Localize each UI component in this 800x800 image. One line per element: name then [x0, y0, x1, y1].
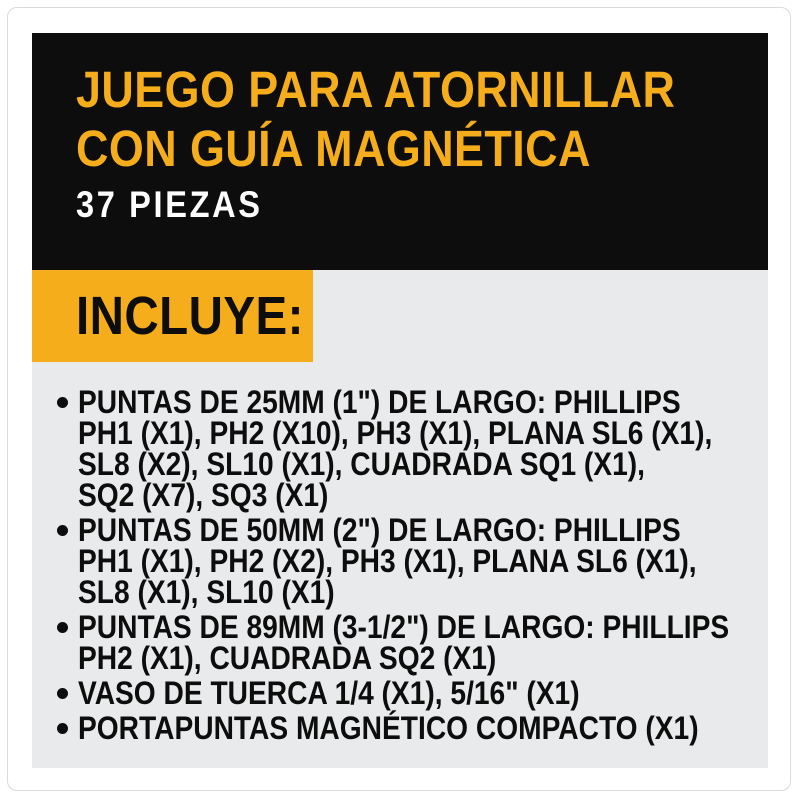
- list-item-text: SL8 (X1), SL10 (X1): [78, 574, 335, 610]
- list-item-text: PH1 (X1), PH2 (X2), PH3 (X1), PLANA SL6 (X1),: [78, 543, 697, 579]
- includes-list: [32, 362, 768, 744]
- list-item-line: [78, 675, 748, 711]
- product-info-panel: [32, 33, 768, 768]
- bullet-icon: [57, 723, 68, 734]
- list-item-text: PUNTAS DE 89MM (3-1/2") DE LARGO: PHILLIPS: [78, 609, 730, 645]
- list-item-bits-89mm: [78, 609, 748, 676]
- bullet-icon: [57, 688, 68, 699]
- list-item-line: [78, 477, 748, 513]
- list-item-text: PORTAPUNTAS MAGNÉTICO COMPACTO (X1): [78, 710, 699, 746]
- product-title-line1: JUEGO PARA ATORNILLAR: [76, 61, 676, 118]
- header-banner: [32, 33, 768, 270]
- list-item-bit-holder: [78, 710, 748, 746]
- includes-section: [32, 270, 768, 768]
- list-item-text: VASO DE TUERCA 1/4 (X1), 5/16" (X1): [78, 675, 580, 711]
- list-item-text: PH2 (X1), CUADRADA SQ2 (X1): [78, 640, 497, 676]
- list-item-line: [78, 609, 748, 645]
- list-item-line: [78, 574, 748, 610]
- list-item-line: [78, 640, 748, 676]
- list-item-bits-25mm: [78, 384, 748, 513]
- list-item-text: SL8 (X2), SL10 (X1), CUADRADA SQ1 (X1),: [78, 446, 645, 482]
- list-item-text: PUNTAS DE 50MM (2") DE LARGO: PHILLIPS: [78, 512, 681, 548]
- list-item-line: [78, 384, 748, 420]
- list-item-line: [78, 415, 748, 451]
- bullet-icon: [57, 397, 68, 408]
- list-item-bits-50mm: [78, 512, 748, 610]
- list-item-line: [78, 512, 748, 548]
- list-item-nut-drivers: [78, 675, 748, 711]
- list-item-text: PH1 (X1), PH2 (X10), PH3 (X1), PLANA SL6 (X1),: [78, 415, 713, 451]
- product-title-row2: [76, 119, 768, 178]
- list-item-text: SQ2 (X7), SQ3 (X1): [78, 477, 329, 513]
- includes-badge: [32, 270, 313, 362]
- list-item-line: [78, 543, 748, 579]
- piece-count: 37 PIEZAS: [76, 184, 263, 225]
- includes-label: INCLUYE:: [76, 286, 304, 346]
- product-title-row1: [76, 60, 768, 119]
- piece-count-row: [76, 185, 768, 225]
- bullet-icon: [57, 525, 68, 536]
- list-item-line: [78, 446, 748, 482]
- list-item-text: PUNTAS DE 25MM (1") DE LARGO: PHILLIPS: [78, 384, 681, 420]
- list-item-line: [78, 710, 748, 746]
- bullet-icon: [57, 622, 68, 633]
- product-title-line2: CON GUÍA MAGNÉTICA: [76, 120, 591, 177]
